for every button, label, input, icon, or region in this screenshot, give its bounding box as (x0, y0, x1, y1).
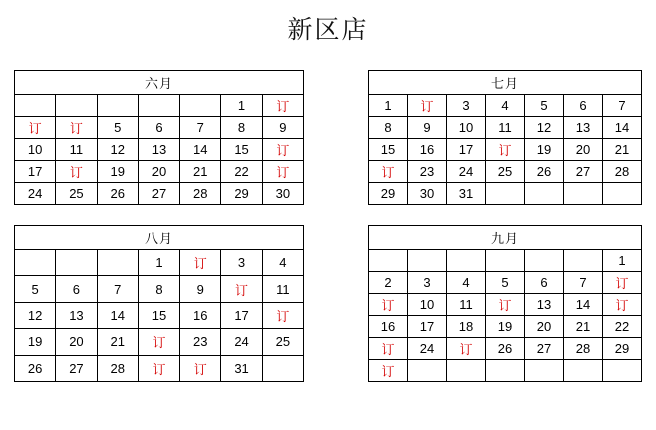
calendar-cell-day[interactable]: 2 (369, 272, 408, 294)
calendar-cell-day[interactable]: 29 (603, 338, 642, 360)
calendar-week-row (369, 161, 642, 183)
calendar-cell-day[interactable]: 19 (486, 316, 525, 338)
calendar-cell-day[interactable]: 23 (180, 329, 221, 355)
calendar-cell-empty (97, 95, 138, 117)
calendar-cell-empty (97, 250, 138, 276)
month-title: 六月 (15, 71, 304, 95)
calendar-cell-day[interactable]: 29 (221, 183, 262, 205)
calendar-cell-empty (138, 95, 179, 117)
calendar-cell-day[interactable]: 29 (369, 183, 408, 205)
calendar-cell-day[interactable]: 24 (221, 329, 262, 355)
calendar-cell-day[interactable]: 28 (180, 183, 221, 205)
calendar-cell-day[interactable]: 23 (408, 161, 447, 183)
calendar-cell-day[interactable]: 17 (15, 161, 56, 183)
calendar-slot-september (328, 215, 656, 392)
calendar-cell-day[interactable]: 15 (369, 139, 408, 161)
month-title: 七月 (369, 71, 642, 95)
calendar-cell-day[interactable]: 31 (221, 355, 262, 381)
calendar-cell-day[interactable]: 24 (15, 183, 56, 205)
calendar-cell-day[interactable]: 16 (408, 139, 447, 161)
calendar-cell-day[interactable]: 10 (408, 294, 447, 316)
calendar-cell-day[interactable]: 7 (564, 272, 603, 294)
calendar-cell-empty (486, 360, 525, 382)
calendar-cell-day[interactable]: 31 (447, 183, 486, 205)
calendar-cell-booked[interactable]: 订 (262, 302, 303, 328)
calendar-cell-day[interactable]: 24 (408, 338, 447, 360)
calendar-cell-day[interactable]: 13 (138, 139, 179, 161)
calendar-cell-day[interactable]: 17 (408, 316, 447, 338)
calendar-cell-day[interactable]: 7 (603, 95, 642, 117)
calendar-cell-day[interactable]: 6 (56, 276, 97, 302)
month-title: 九月 (369, 226, 642, 250)
calendar-cell-day[interactable]: 8 (138, 276, 179, 302)
calendar-cell-day[interactable]: 1 (138, 250, 179, 276)
calendar-cell-booked[interactable]: 订 (603, 272, 642, 294)
calendar-cell-day[interactable]: 26 (486, 338, 525, 360)
calendar-cell-day[interactable]: 28 (97, 355, 138, 381)
calendar-week-row (15, 355, 304, 381)
calendar-cell-day[interactable]: 9 (262, 117, 303, 139)
calendar-cell-day[interactable]: 9 (180, 276, 221, 302)
calendar-cell-booked[interactable]: 订 (369, 360, 408, 382)
calendar-cell-day[interactable]: 22 (603, 316, 642, 338)
calendar-slot-july (328, 60, 656, 215)
calendar-grid (0, 60, 656, 392)
calendar-cell-day[interactable]: 11 (262, 276, 303, 302)
calendar-cell-day[interactable]: 17 (221, 302, 262, 328)
calendar-cell-day[interactable]: 20 (56, 329, 97, 355)
calendar-week-row (369, 95, 642, 117)
calendar-cell-day[interactable]: 14 (180, 139, 221, 161)
calendar-cell-day[interactable]: 19 (97, 161, 138, 183)
calendar-cell-day[interactable]: 7 (180, 117, 221, 139)
calendar-cell-day[interactable]: 19 (525, 139, 564, 161)
calendar-cell-empty (525, 360, 564, 382)
calendar-cell-day[interactable]: 5 (97, 117, 138, 139)
calendar-week-row (369, 294, 642, 316)
calendar-cell-day[interactable]: 21 (564, 316, 603, 338)
calendar-cell-day[interactable]: 8 (369, 117, 408, 139)
calendar-cell-day[interactable]: 27 (138, 183, 179, 205)
calendar-cell-day[interactable]: 13 (525, 294, 564, 316)
calendar-cell-day[interactable]: 19 (15, 329, 56, 355)
calendar-cell-booked[interactable]: 订 (262, 95, 303, 117)
calendar-cell-day[interactable]: 11 (486, 117, 525, 139)
calendar-cell-booked[interactable]: 订 (408, 95, 447, 117)
calendar-cell-day[interactable]: 17 (447, 139, 486, 161)
calendar-cell-day[interactable]: 14 (564, 294, 603, 316)
calendar-cell-day[interactable]: 30 (262, 183, 303, 205)
calendar-cell-booked[interactable]: 订 (369, 161, 408, 183)
calendar-cell-day[interactable]: 25 (486, 161, 525, 183)
calendar-cell-day[interactable]: 12 (15, 302, 56, 328)
calendar-cell-booked[interactable]: 订 (369, 294, 408, 316)
calendar-cell-empty (486, 183, 525, 205)
calendar-june (14, 70, 304, 205)
calendar-cell-day[interactable]: 21 (603, 139, 642, 161)
calendar-cell-day[interactable]: 26 (97, 183, 138, 205)
calendar-cell-empty (15, 250, 56, 276)
calendar-cell-day[interactable]: 6 (525, 272, 564, 294)
calendar-cell-booked[interactable]: 订 (486, 139, 525, 161)
calendar-cell-empty (180, 95, 221, 117)
calendar-cell-day[interactable]: 5 (15, 276, 56, 302)
calendar-cell-day[interactable]: 11 (447, 294, 486, 316)
calendar-cell-day[interactable]: 1 (221, 95, 262, 117)
calendar-week-row (369, 360, 642, 382)
calendar-cell-empty (408, 360, 447, 382)
calendar-body (369, 250, 642, 382)
calendar-cell-day[interactable]: 12 (97, 139, 138, 161)
calendar-week-row (15, 117, 304, 139)
calendar-cell-day[interactable]: 12 (525, 117, 564, 139)
calendar-cell-day[interactable]: 20 (564, 139, 603, 161)
calendar-cell-day[interactable]: 1 (369, 95, 408, 117)
calendar-cell-day[interactable]: 4 (486, 95, 525, 117)
calendar-cell-day[interactable]: 30 (408, 183, 447, 205)
calendar-cell-day[interactable]: 25 (262, 329, 303, 355)
calendar-cell-day[interactable]: 25 (56, 183, 97, 205)
calendar-july (368, 70, 642, 205)
calendar-cell-booked[interactable]: 订 (15, 117, 56, 139)
calendar-cell-day[interactable]: 13 (56, 302, 97, 328)
calendar-cell-empty (56, 250, 97, 276)
calendar-cell-day[interactable]: 26 (15, 355, 56, 381)
calendar-cell-booked[interactable]: 订 (262, 161, 303, 183)
calendar-cell-empty (525, 183, 564, 205)
calendar-september (368, 225, 642, 382)
calendar-week-row (369, 139, 642, 161)
calendar-cell-day[interactable]: 13 (564, 117, 603, 139)
calendar-cell-empty (525, 250, 564, 272)
calendar-cell-day[interactable]: 27 (525, 338, 564, 360)
calendar-week-row (369, 316, 642, 338)
calendar-cell-day[interactable]: 21 (180, 161, 221, 183)
calendar-cell-day[interactable]: 3 (408, 272, 447, 294)
calendar-cell-empty (564, 183, 603, 205)
calendar-week-row (15, 302, 304, 328)
calendar-cell-day[interactable]: 20 (525, 316, 564, 338)
calendar-cell-day[interactable]: 18 (447, 316, 486, 338)
calendar-cell-day[interactable]: 28 (603, 161, 642, 183)
calendar-week-row (15, 250, 304, 276)
calendar-august (14, 225, 304, 382)
calendar-cell-day[interactable]: 20 (138, 161, 179, 183)
calendar-week-row (369, 250, 642, 272)
calendar-cell-day[interactable]: 9 (408, 117, 447, 139)
calendar-cell-day[interactable]: 27 (56, 355, 97, 381)
calendar-week-row (369, 272, 642, 294)
calendar-cell-day[interactable]: 6 (138, 117, 179, 139)
calendar-week-row (15, 183, 304, 205)
calendar-cell-booked[interactable]: 订 (56, 161, 97, 183)
calendar-cell-day[interactable]: 1 (603, 250, 642, 272)
calendar-cell-day[interactable]: 10 (15, 139, 56, 161)
calendar-week-row (15, 276, 304, 302)
month-title: 八月 (15, 226, 304, 250)
calendar-cell-empty (603, 183, 642, 205)
calendar-body (15, 250, 304, 382)
page-title: 新区店 (287, 16, 369, 44)
calendar-cell-day[interactable]: 16 (369, 316, 408, 338)
calendar-cell-empty (447, 250, 486, 272)
calendar-cell-booked[interactable]: 订 (138, 329, 179, 355)
calendar-cell-day[interactable]: 5 (486, 272, 525, 294)
calendar-cell-empty (564, 360, 603, 382)
calendar-cell-empty (564, 250, 603, 272)
calendar-cell-day[interactable]: 15 (221, 139, 262, 161)
calendar-cell-day[interactable]: 21 (97, 329, 138, 355)
calendar-body (369, 95, 642, 205)
calendar-cell-empty (56, 95, 97, 117)
calendar-cell-day[interactable]: 3 (221, 250, 262, 276)
calendar-cell-day[interactable]: 11 (56, 139, 97, 161)
calendar-cell-day[interactable]: 8 (221, 117, 262, 139)
calendar-week-row (15, 329, 304, 355)
calendar-cell-booked[interactable]: 订 (262, 139, 303, 161)
calendar-cell-booked[interactable]: 订 (369, 338, 408, 360)
calendar-cell-day[interactable]: 6 (564, 95, 603, 117)
calendar-week-row (15, 161, 304, 183)
calendar-week-row (15, 95, 304, 117)
calendar-cell-day[interactable]: 3 (447, 95, 486, 117)
calendar-cell-day[interactable]: 14 (603, 117, 642, 139)
calendar-week-row (15, 139, 304, 161)
calendar-cell-booked[interactable]: 订 (180, 250, 221, 276)
calendar-slot-august (0, 215, 328, 392)
calendar-cell-booked[interactable]: 订 (486, 294, 525, 316)
calendar-cell-day[interactable]: 5 (525, 95, 564, 117)
calendar-cell-empty (369, 250, 408, 272)
calendar-slot-june (0, 60, 328, 215)
calendar-cell-day[interactable]: 26 (525, 161, 564, 183)
calendar-cell-empty (262, 355, 303, 381)
calendar-week-row (369, 183, 642, 205)
calendar-cell-booked[interactable]: 订 (138, 355, 179, 381)
calendar-cell-empty (15, 95, 56, 117)
calendar-cell-booked[interactable]: 订 (603, 294, 642, 316)
calendar-cell-day[interactable]: 28 (564, 338, 603, 360)
calendar-cell-empty (447, 360, 486, 382)
calendar-cell-empty (408, 250, 447, 272)
calendar-cell-day[interactable]: 4 (262, 250, 303, 276)
calendar-cell-booked[interactable]: 订 (180, 355, 221, 381)
calendar-cell-booked[interactable]: 订 (56, 117, 97, 139)
calendar-cell-day[interactable]: 4 (447, 272, 486, 294)
calendar-cell-booked[interactable]: 订 (221, 276, 262, 302)
calendar-body (15, 95, 304, 205)
calendar-cell-day[interactable]: 24 (447, 161, 486, 183)
calendar-cell-day[interactable]: 16 (180, 302, 221, 328)
calendar-cell-day[interactable]: 14 (97, 302, 138, 328)
calendar-cell-day[interactable]: 22 (221, 161, 262, 183)
calendar-cell-empty (603, 360, 642, 382)
calendar-cell-booked[interactable]: 订 (447, 338, 486, 360)
calendar-cell-day[interactable]: 10 (447, 117, 486, 139)
calendar-cell-day[interactable]: 15 (138, 302, 179, 328)
calendar-cell-empty (486, 250, 525, 272)
calendar-cell-day[interactable]: 7 (97, 276, 138, 302)
calendar-week-row (369, 117, 642, 139)
calendar-week-row (369, 338, 642, 360)
calendar-cell-day[interactable]: 27 (564, 161, 603, 183)
